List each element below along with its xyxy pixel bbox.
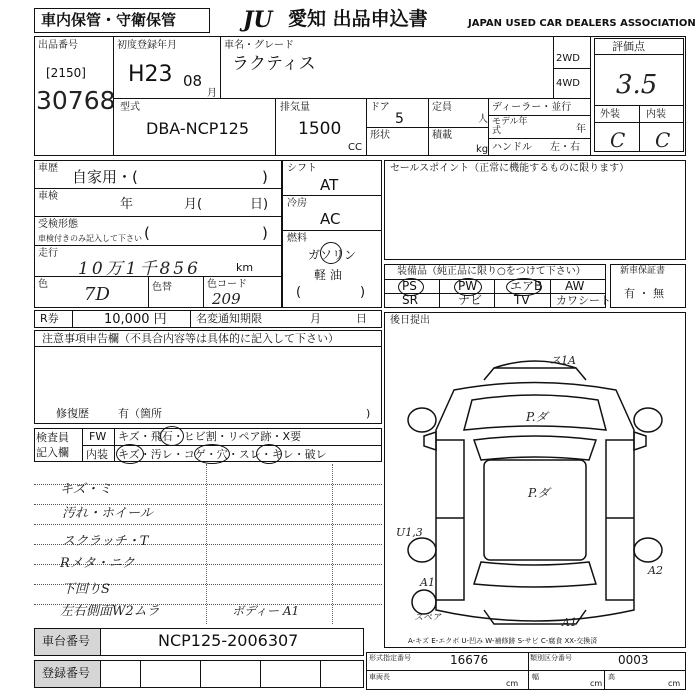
registration-month-unit: 月 xyxy=(207,88,217,99)
registration-era-year: H23 xyxy=(128,62,173,87)
model-no-value: 16676 xyxy=(450,653,489,667)
aircon-label: 冷房 xyxy=(287,198,307,209)
form-subtitle: JAPAN USED CAR DEALERS ASSOCIATION xyxy=(468,18,696,29)
storage-badge-text: 車内保管・守衛保管 xyxy=(41,11,177,29)
model-name-value: ラクティス xyxy=(232,54,316,74)
mark-roof: P.ダ xyxy=(528,486,550,500)
handle-value: 左・右 xyxy=(550,142,580,153)
fw-stone-circle xyxy=(160,426,184,446)
notice-label: 名変通知期限 xyxy=(196,312,262,325)
history-close: ) xyxy=(262,168,268,186)
equip-sr: SR xyxy=(402,293,418,307)
warranty-value: 有 ・ 無 xyxy=(624,287,664,300)
drive-2wd: 2WD xyxy=(556,53,580,64)
capacity-unit: 人 xyxy=(478,114,488,125)
chassis-label: 車台番号 xyxy=(42,634,91,648)
equip-tv: TV xyxy=(514,293,530,307)
certified-open: ( xyxy=(144,224,150,242)
repaint-label: 色替 xyxy=(152,282,172,293)
certified-label: 受検形態 xyxy=(38,219,78,230)
fuel-gas-circle xyxy=(320,242,342,264)
notice-month: 月 xyxy=(310,312,321,325)
doors-value: 5 xyxy=(395,111,404,127)
inspector-label-1: 検査員 xyxy=(36,431,69,444)
model-year-label: モデル年式 xyxy=(492,117,528,136)
shift-value: AT xyxy=(320,176,339,194)
equip-ps: PS xyxy=(402,279,417,293)
color-label: 色 xyxy=(38,279,48,290)
ju-logo: JU xyxy=(243,7,273,33)
equip-seat: カワシート xyxy=(556,294,611,307)
interior-wear-circle xyxy=(256,444,282,464)
mileage-unit: km xyxy=(236,261,254,274)
inspection-label: 車検 xyxy=(38,191,58,202)
doors-label: ドア xyxy=(370,102,390,113)
recycle-label: R券 xyxy=(40,312,59,325)
width-unit: cm xyxy=(590,679,603,688)
interior-scratch-circle xyxy=(116,444,144,464)
mileage-label: 走行 xyxy=(38,248,58,259)
displacement-label: 排気量 xyxy=(280,102,310,113)
length-unit: cm xyxy=(506,679,519,688)
shape-label: 形状 xyxy=(370,130,390,141)
sales-points-box xyxy=(384,160,686,260)
inspector-label-2: 記入欄 xyxy=(36,446,69,459)
repair-close: ) xyxy=(366,407,371,420)
lot-bracket-no: [2150] xyxy=(46,66,86,80)
interior-label: 内装 xyxy=(646,109,666,120)
fw-label: FW xyxy=(89,430,107,443)
history-label: 車歴 xyxy=(38,163,58,174)
notes-label: 注意事項申告欄（不具合内容等は具体的に記入して下さい） xyxy=(42,332,339,345)
rating-label: 評価点 xyxy=(612,40,645,53)
fuel-other-close: ) xyxy=(360,285,366,300)
equip-airbag: エアB xyxy=(510,279,543,293)
note-line-6: 左右側面W2ムラ xyxy=(60,604,160,619)
certified-note: 車検付きのみ記入して下さい xyxy=(38,234,142,243)
inspection-day: 日) xyxy=(250,197,269,212)
handle-label: ハンドル xyxy=(492,142,532,153)
lot-label: 出品番号 xyxy=(38,40,78,51)
fuel-label: 燃料 xyxy=(287,233,307,244)
chassis-value: NCP125-2006307 xyxy=(158,631,299,650)
storage-badge xyxy=(34,8,210,33)
drive-4wd: 4WD xyxy=(556,78,580,89)
aircon-value: AC xyxy=(320,210,341,228)
notice-day: 日 xyxy=(356,312,367,325)
rear-area-label: 後日提出 xyxy=(390,315,430,326)
registration-month: 08 xyxy=(183,72,203,90)
model-type-value: DBA-NCP125 xyxy=(146,119,249,138)
color-code-label: 色コード xyxy=(207,279,247,290)
body-note: ボディー A1 xyxy=(232,604,300,618)
fuel-other-open: ( xyxy=(296,285,302,300)
displacement-value: 1500 xyxy=(298,119,342,139)
dealer-label: ディーラー・並行 xyxy=(492,102,572,113)
note-line-2: 汚れ・ホイール xyxy=(62,506,153,521)
sales-points-label: セールスポイント（正常に機能するものに限ります） xyxy=(390,163,630,174)
interior-grade: C xyxy=(655,128,671,152)
note-line-4: Rメタ・ニク xyxy=(60,556,135,571)
equip-navi: ナビ xyxy=(458,293,483,307)
note-line-5: 下回りS xyxy=(62,582,110,597)
fuel-gas: ガソリン xyxy=(308,248,357,262)
lot-number: 30768 xyxy=(36,86,116,115)
recycle-amount: 10,000 円 xyxy=(104,312,167,327)
load-unit: kg xyxy=(476,144,489,155)
inspection-year: 年 xyxy=(120,197,134,212)
history-value: 自家用・( xyxy=(72,168,138,186)
note-line-3: スクラッチ・T xyxy=(62,534,149,549)
model-no-label: 形式指定番号 xyxy=(369,654,411,662)
mark-left: U1,3 xyxy=(396,526,423,539)
exterior-grade: C xyxy=(610,128,626,152)
repair-value: 有（箇所 xyxy=(118,407,162,420)
interior-burn-circle xyxy=(194,444,230,464)
equip-aw: AW xyxy=(565,279,585,293)
height-label: 高 xyxy=(608,673,615,681)
damage-legend: A-キズ E-エクボ U-凹み W-補修跡 S-サビ C-腐食 XX-交換済 xyxy=(408,637,598,645)
mark-hood: P.ダ xyxy=(526,410,548,424)
shift-label: シフト xyxy=(287,163,317,174)
form-title: 愛知 出品申込書 xyxy=(288,8,428,30)
color-code-value: 209 xyxy=(212,290,241,308)
repair-label: 修復歴 xyxy=(56,407,89,420)
registration-no-label: 登録番号 xyxy=(42,666,91,680)
model-type-label: 型式 xyxy=(120,102,140,113)
mark-top: ス1A xyxy=(550,354,576,367)
interior-check-items: キズ・汚レ・コゲ・穴・スレ・キレ・破レ xyxy=(118,448,327,461)
displacement-unit: CC xyxy=(348,142,362,153)
height-unit: cm xyxy=(668,679,681,688)
load-label: 積載 xyxy=(432,130,452,141)
model-name-label: 車名・グレード xyxy=(224,40,294,51)
fuel-diesel: 軽 油 xyxy=(314,268,342,282)
registration-label: 初度登録年月 xyxy=(117,40,177,51)
rating-score: 3.5 xyxy=(616,70,658,100)
category-label: 類別区分番号 xyxy=(530,654,572,662)
model-year-unit: 年 xyxy=(576,124,586,135)
mark-right-low: A2 xyxy=(648,564,663,577)
mileage-value: 10万1千856 xyxy=(78,259,201,279)
note-line-1: キズ・ミ xyxy=(60,482,112,497)
equipment-label: 装備品（純正品に限り○をつけて下さい） xyxy=(397,266,586,277)
fw-items: キズ・飛石・ヒビ割・リペア跡・X要 xyxy=(118,430,302,443)
certified-close: ) xyxy=(262,224,268,242)
mark-front: A1 xyxy=(562,616,577,629)
length-label: 車両長 xyxy=(369,673,390,681)
warranty-label: 新車保証書 xyxy=(620,266,666,276)
color-value: 7D xyxy=(84,284,110,305)
inspection-month: 月( xyxy=(184,197,203,212)
category-value: 0003 xyxy=(618,653,649,667)
mark-front-left: A1 xyxy=(420,576,435,589)
exterior-label: 外装 xyxy=(600,109,620,120)
capacity-label: 定員 xyxy=(432,102,452,113)
equip-pw: PW xyxy=(458,279,478,293)
interior-check-label: 内装 xyxy=(86,448,108,461)
width-label: 幅 xyxy=(532,673,539,681)
mark-spare: スペア xyxy=(414,613,442,623)
